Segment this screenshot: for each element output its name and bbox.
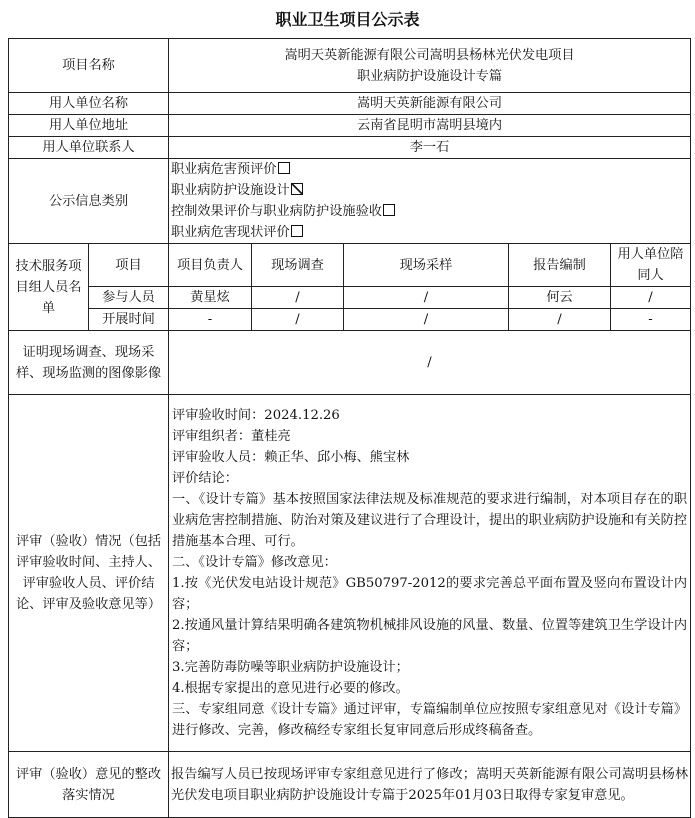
employer-address-label: 用人单位地址: [9, 115, 169, 137]
participant-report: 何云: [509, 287, 611, 309]
review-conclusion-3: 三、专家组同意《设计专篇》通过评审，专篇编制单位应按照专家组意见对《设计专篇》进行修改、完善，修改稿经专家组长复审同意后形成终稿备查。: [172, 702, 688, 738]
category-option-pre-assessment: 职业病危害预评价: [171, 159, 688, 180]
row-employer-name: [9, 93, 691, 115]
team-header-item: 项目: [89, 244, 169, 287]
review-time: 评审验收时间：2024.12.26: [172, 408, 340, 423]
team-label: 技术服务项目组人员名单: [9, 244, 89, 331]
images-value: /: [169, 331, 691, 395]
project-name-line1: 嵩明天英新能源有限公司嵩明县杨林光伏发电项目: [284, 47, 575, 63]
checkbox-icon: [278, 162, 290, 174]
team-header-lead: 项目负责人: [169, 244, 252, 287]
checkbox-icon: [383, 204, 395, 216]
category-option-protection-design: 职业病防护设施设计: [171, 180, 688, 201]
checkbox-icon: [291, 225, 303, 237]
category-option-control-effect: 控制效果评价与职业病防护设施验收: [171, 201, 688, 222]
participant-sampling: /: [344, 287, 509, 309]
checkbox-icon: [291, 183, 303, 195]
row-category: [9, 159, 691, 244]
category-option-status-assessment: 职业病危害现状评价: [171, 222, 688, 243]
employer-name-label: 用人单位名称: [9, 93, 169, 115]
review-members: 评审验收人员：赖正华、邱小梅、熊宝林: [172, 450, 410, 465]
notice-table: [8, 38, 691, 818]
review-organizer: 评审组织者：董桂亮: [172, 429, 291, 444]
review-content: [169, 395, 691, 752]
row-review: [9, 395, 691, 752]
project-name-line2: 职业病防护设施设计专篇: [356, 68, 503, 84]
row-team-participants: [9, 287, 691, 309]
review-conclusion-heading: 评价结论：: [172, 471, 238, 486]
team-header-report: 报告编制: [509, 244, 611, 287]
time-escort: -: [611, 309, 691, 331]
fix-content: [169, 752, 691, 818]
employer-address-value: 云南省昆明市嵩明县境内: [169, 115, 691, 137]
row-employer-address: [9, 115, 691, 137]
review-conclusion-1: 一、《设计专篇》基本按照国家法律法规及标准规范的要求进行编制，对本项目存在的职业病危害控制措施、防治对策及建议进行了合理设计，提出的职业病防护设施和有关防控措施基本合理、可行。: [172, 492, 688, 549]
employer-contact-label: 用人单位联系人: [9, 137, 169, 159]
page-title: 职业卫生项目公示表: [275, 10, 420, 29]
time-report: /: [509, 309, 611, 331]
category-label: 公示信息类别: [9, 159, 169, 244]
fix-text: 报告编写人员已按现场评审专家组意见进行了修改；嵩明天英新能源有限公司嵩明县杨林光伏发电项目职业病防护设施设计专篇于2025年01月03日取得专家复审意见。: [171, 766, 689, 803]
employer-contact-value: 李一石: [169, 137, 691, 159]
row-project-name: [9, 39, 691, 93]
review-item-3: 3.完善防毒防噪等职业病防护设施设计；: [172, 660, 409, 675]
participant-lead: 黄星炫: [169, 287, 252, 309]
time-label: 开展时间: [89, 309, 169, 331]
row-team-header: [9, 244, 691, 287]
row-team-time: [9, 309, 691, 331]
employer-name-value: 嵩明天英新能源有限公司: [169, 93, 691, 115]
time-lead: -: [169, 309, 252, 331]
images-label: 证明现场调查、现场采样、现场监测的图像影像: [9, 331, 169, 395]
team-header-survey: 现场调查: [252, 244, 344, 287]
review-item-4: 4.根据专家提出的意见进行必要的修改。: [172, 681, 409, 696]
review-item-2: 2.按通风量计算结果明确各建筑物机械排风设施的风量、数量、位置等建筑卫生学设计内容；: [172, 618, 688, 654]
time-sampling: /: [344, 309, 509, 331]
team-header-sampling: 现场采样: [344, 244, 509, 287]
row-fix: [9, 752, 691, 818]
fix-label: 评审（验收）意见的整改落实情况: [9, 752, 169, 818]
row-employer-contact: [9, 137, 691, 159]
review-label: 评审（验收）情况（包括评审验收时间、主持人、评审验收人员、评价结论、评审及验收意见等）: [9, 395, 169, 752]
review-item-1: 1.按《光伏发电站设计规范》GB50797-2012的要求完善总平面布置及竖向布置设计内容；: [172, 576, 688, 612]
team-header-escort: 用人单位陪同人: [611, 244, 691, 287]
project-name-value: [169, 39, 691, 93]
category-options: [169, 159, 691, 244]
participant-survey: /: [252, 287, 344, 309]
row-images: [9, 331, 691, 395]
participants-label: 参与人员: [89, 287, 169, 309]
time-survey: /: [252, 309, 344, 331]
project-name-label: 项目名称: [9, 39, 169, 93]
participant-escort: /: [611, 287, 691, 309]
review-conclusion-2: 二、《设计专篇》修改意见：: [172, 555, 337, 570]
